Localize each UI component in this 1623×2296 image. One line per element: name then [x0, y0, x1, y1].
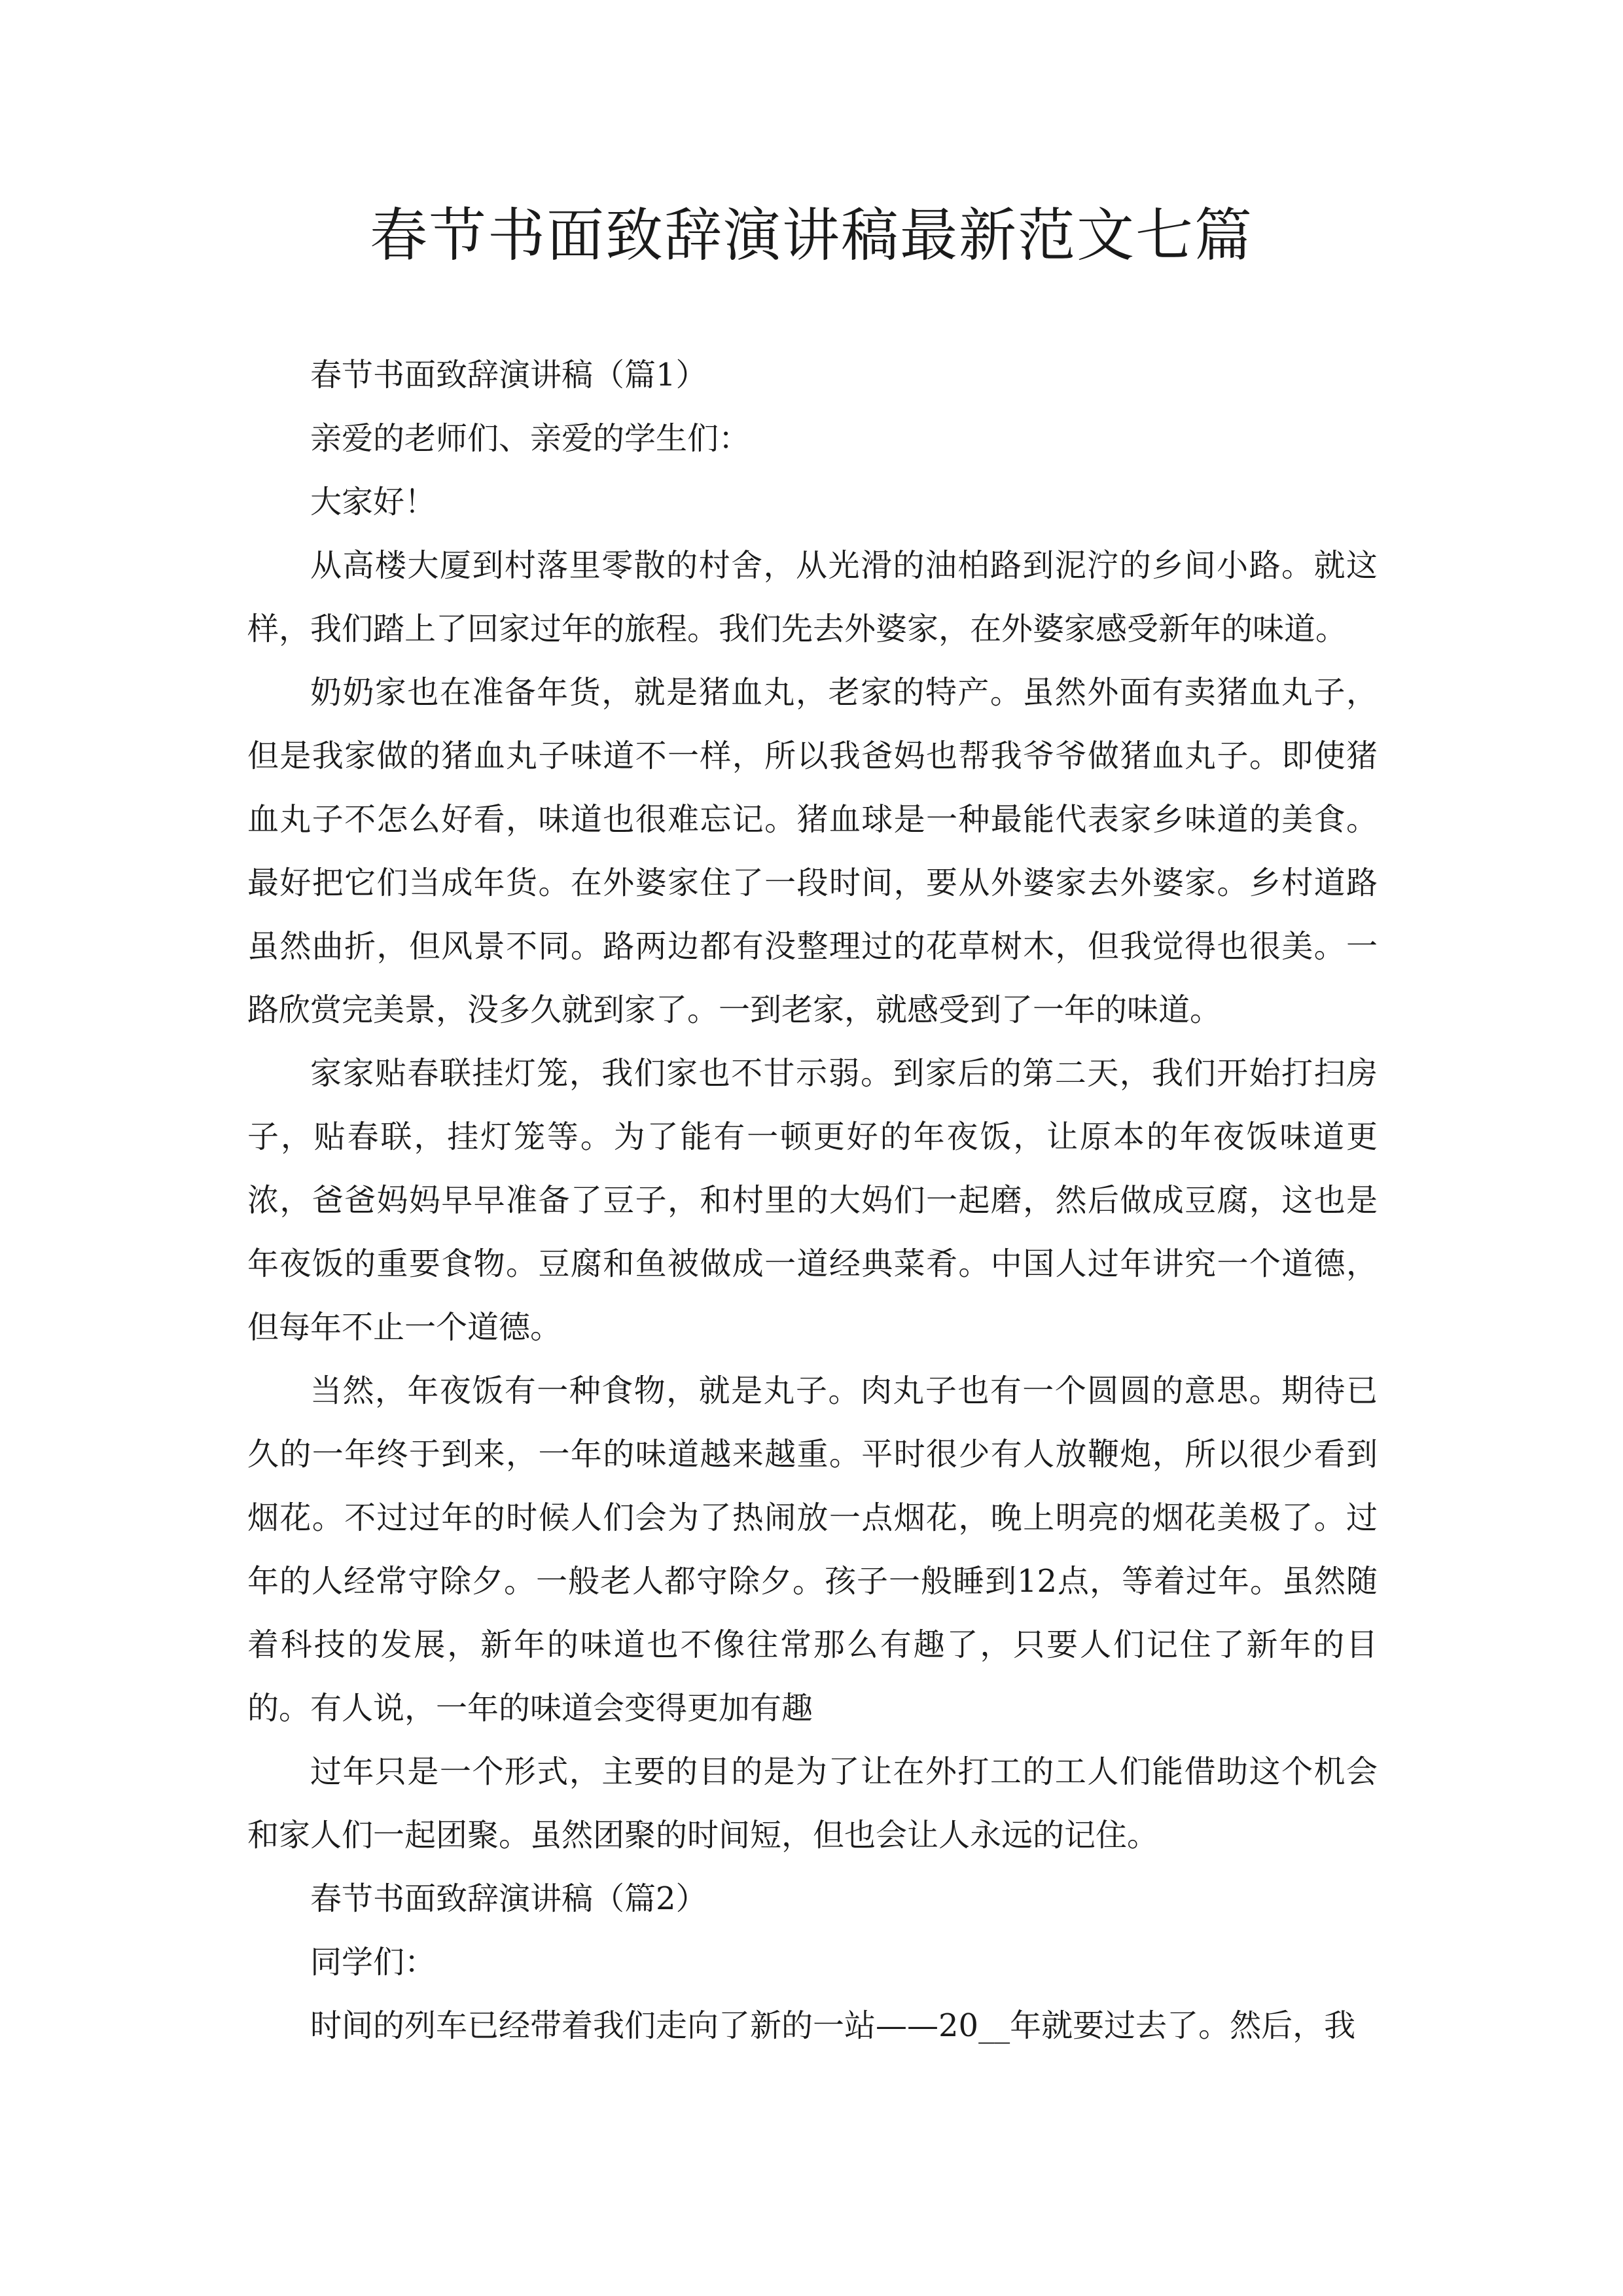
salutation: 亲爱的老师们、亲爱的学生们：	[310, 420, 751, 457]
body-paragraph: 从高楼大厦到村落里零散的村舍，从光滑的油柏路到泥泞的乡间小路。就这样，我们踏上了回家过年的旅程。我们先去外婆家，在外婆家感受新年的味道。	[247, 547, 1378, 647]
body-paragraph: 家家贴春联挂灯笼，我们家也不甘示弱。到家后的第二天，我们开始打扫房子，贴春联，挂灯笼等。为了能有一顿更好的年夜饭，让原本的年夜饭味道更浓，爸爸妈妈早早准备了豆子，和村里的大妈们一起磨，然后做成豆腐，这也是年夜饭的重要食物。豆腐和鱼被做成一道经典菜肴。中国人过年讲究一个道德，但每年不止一个道德。	[247, 1055, 1378, 1346]
body-paragraph: 时间的列车已经带着我们走向了新的一站——20__年就要过去了。然后，我	[310, 2007, 1356, 2044]
section-heading: 春节书面致辞演讲稿（篇1）	[310, 357, 707, 393]
salutation: 同学们：	[310, 1944, 437, 1981]
body-paragraph: 当然，年夜饭有一种食物，就是丸子。肉丸子也有一个圆圆的意思。期待已久的一年终于到来，一年的味道越来越重。平时很少有人放鞭炮，所以很少看到烟花。不过过年的时候人们会为了热闹放一点烟花，晚上明亮的烟花美极了。过年的人经常守除夕。一般老人都守除夕。孩子一般睡到12点，等着过年。虽然随着科技的发展，新年的味道也不像往常那么有趣了，只要人们记住了新年的目的。有人说，一年的味道会变得更加有趣	[247, 1372, 1378, 1727]
body-paragraph: 奶奶家也在准备年货，就是猪血丸，老家的特产。虽然外面有卖猪血丸子，但是我家做的猪血丸子味道不一样，所以我爸妈也帮我爷爷做猪血丸子。即使猪血丸子不怎么好看，味道也很难忘记。猪血球是一种最能代表家乡味道的美食。最好把它们当成年货。在外婆家住了一段时间，要从外婆家去外婆家。乡村道路虽然曲折，但风景不同。路两边都有没整理过的花草树木，但我觉得也很美。一路欣赏完美景，没多久就到家了。一到老家，就感受到了一年的味道。	[247, 674, 1378, 1028]
document-title: 春节书面致辞演讲稿最新范文七篇	[369, 202, 1253, 269]
greeting: 大家好！	[310, 484, 437, 520]
document-body	[247, 344, 1378, 2058]
section-heading: 春节书面致辞演讲稿（篇2）	[310, 1880, 707, 1917]
body-paragraph: 过年只是一个形式，主要的目的是为了让在外打工的工人们能借助这个机会和家人们一起团聚。虽然团聚的时间短，但也会让人永远的记住。	[247, 1753, 1378, 1854]
